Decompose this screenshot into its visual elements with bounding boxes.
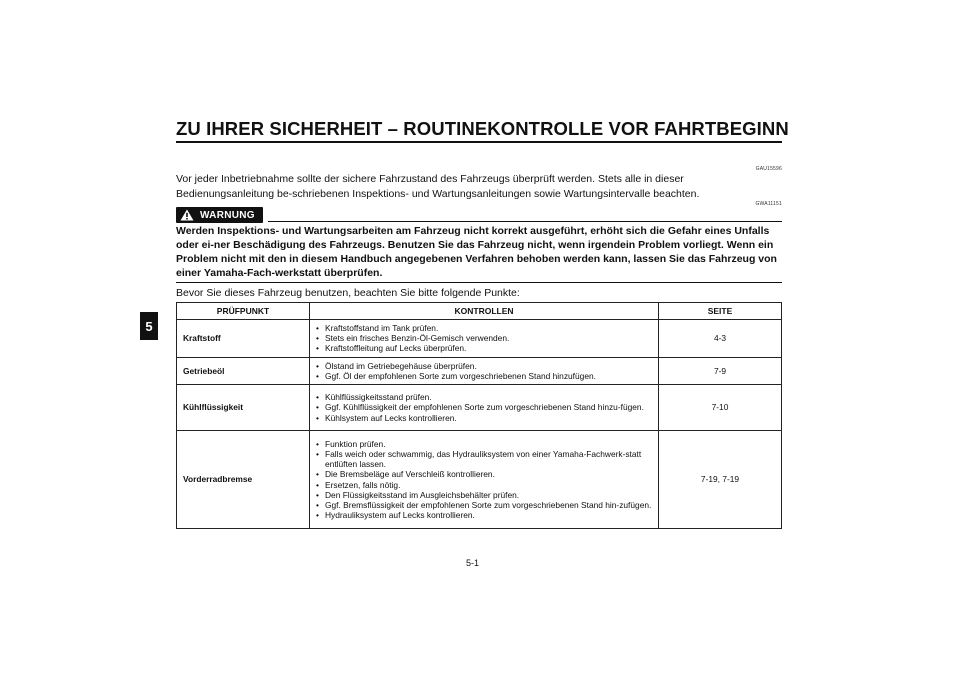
intro-paragraph: Vor jeder Inbetriebnahme sollte der sichere Fahrzustand des Fahrzeugs überprüft werden. Stets alle in dieser Bedienungsanleitung be-schriebenen Inspektions- und Wartungsanleitungen sowie Wartungsintervalle beachten. <box>176 173 700 200</box>
list-item: • Kraftstoffstand im Tank prüfen. <box>316 323 652 333</box>
warning-text: Werden Inspektions- und Wartungsarbeiten am Fahrzeug nicht korrekt ausgeführt, erhöht sich die Gefahr eines Unfalls oder ei-ner Beschädigung des Fahrzeugs. Benutzen Sie das Fahrzeug nicht, wenn irgendein Problem vorliegt. Wenn ein Problem nicht mit den in diesem Handbuch angegebenen Verfahren behoben werden kann, lassen Sie das Fahrzeug von einer Yamaha-Fach-werkstatt überprüfen. <box>176 225 777 279</box>
header-pruefpunkt: PRÜFPUNKT <box>177 303 310 320</box>
warning-badge <box>176 207 263 223</box>
list-item: • Stets ein frisches Benzin-Öl-Gemisch verwenden. <box>316 333 652 343</box>
table-row <box>177 357 782 384</box>
list-item: • Die Bremsbeläge auf Verschleiß kontrollieren. <box>316 469 652 479</box>
table-header-row <box>177 303 782 320</box>
row-item: Kühlflüssigkeit <box>177 385 310 431</box>
list-item: • Falls weich oder schwammig, das Hydrauliksystem von einer Yamaha-Fachwerk-statt entlüften lassen. <box>316 449 652 469</box>
row-controls <box>310 357 659 384</box>
warning-bottom-rule <box>176 282 782 283</box>
table-row <box>177 385 782 431</box>
warning-label: WARNUNG <box>200 209 255 221</box>
list-item: • Ggf. Bremsflüssigkeit der empfohlenen Sorte zum vorgeschriebenen Stand hin-zufügen. <box>316 500 652 510</box>
warning-rule <box>268 221 782 222</box>
warning-triangle-icon <box>180 209 194 221</box>
page-title: ZU IHRER SICHERHEIT – ROUTINEKONTROLLE VOR FAHRTBEGINN <box>176 118 789 139</box>
list-item: • Hydrauliksystem auf Lecks kontrollieren. <box>316 510 652 520</box>
list-item: • Ersetzen, falls nötig. <box>316 480 652 490</box>
list-item: • Ggf. Kühlflüssigkeit der empfohlenen Sorte zum vorgeschriebenen Stand hinzu-fügen. <box>316 402 652 412</box>
list-item: • Funktion prüfen. <box>316 439 652 449</box>
row-page: 7-10 <box>659 385 782 431</box>
list-item: • Kühlsystem auf Lecks kontrollieren. <box>316 413 652 423</box>
checklist-table <box>176 302 782 529</box>
page-number: 5-1 <box>466 558 480 568</box>
row-item: Getriebeöl <box>177 357 310 384</box>
list-item: • Ggf. Öl der empfohlenen Sorte zum vorgeschriebenen Stand hinzufügen. <box>316 371 652 381</box>
row-controls <box>310 385 659 431</box>
row-page: 7-19, 7-19 <box>659 431 782 529</box>
row-item: Kraftstoff <box>177 320 310 358</box>
table-row <box>177 320 782 358</box>
list-item: • Kühlflüssigkeitsstand prüfen. <box>316 392 652 402</box>
row-controls <box>310 431 659 529</box>
warning-code: GWA11151 <box>755 201 782 207</box>
section-tab: 5 <box>140 312 158 340</box>
header-seite: SEITE <box>659 303 782 320</box>
title-divider <box>176 141 782 143</box>
list-item: • Den Flüssigkeitsstand im Ausgleichsbehälter prüfen. <box>316 490 652 500</box>
row-controls <box>310 320 659 358</box>
table-row <box>177 431 782 529</box>
row-item: Vorderradbremse <box>177 431 310 529</box>
header-kontrollen: KONTROLLEN <box>310 303 659 320</box>
warning-header <box>176 207 782 225</box>
row-page: 7-9 <box>659 357 782 384</box>
list-item: • Kraftstoffleitung auf Lecks überprüfen. <box>316 343 652 353</box>
before-text: Bevor Sie dieses Fahrzeug benutzen, beachten Sie bitte folgende Punkte: <box>176 287 520 299</box>
row-page: 4-3 <box>659 320 782 358</box>
reference-code: GAU15596 <box>755 166 782 172</box>
list-item: • Ölstand im Getriebegehäuse überprüfen. <box>316 361 652 371</box>
